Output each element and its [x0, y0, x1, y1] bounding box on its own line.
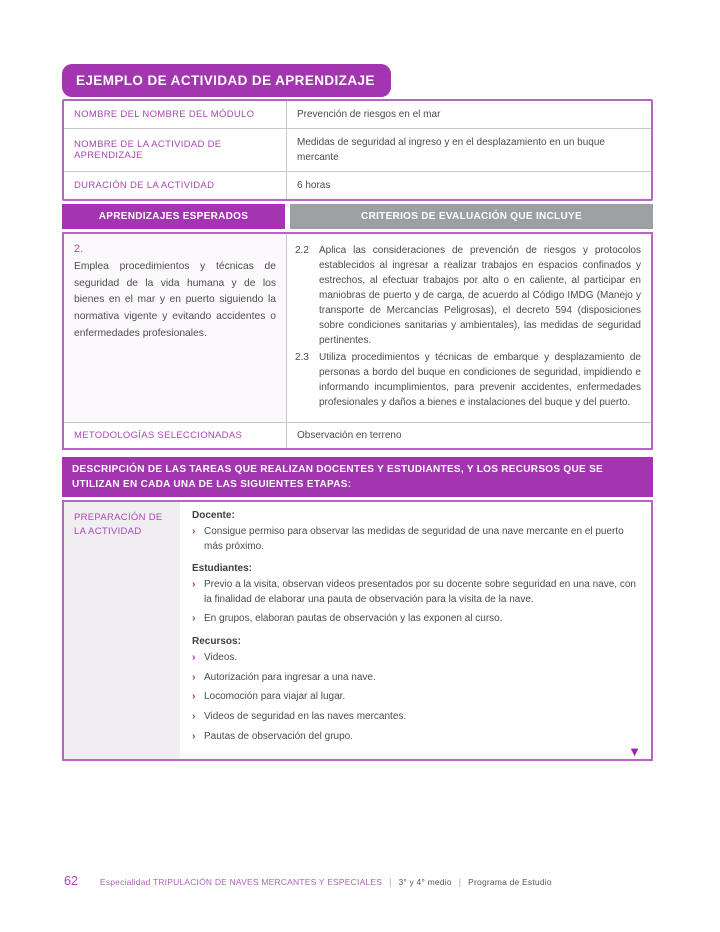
list-item: [192, 524, 637, 554]
chevron-bullet-icon: ›: [192, 650, 196, 663]
list-item: [192, 650, 637, 666]
criterion-text: Aplica las consideraciones de prevención de riesgos y protocolos establecidos al ingresar a realizar trabajos en espacios confinados y estrechos, al efectuar trabajos por alto o en caliente, al participar en maniobras de puerto y de carga, de acuerdo al Código IMDG (Manejo y transporte de Mercancías Peligrosas), el decreto 594 (disposiciones sobre condiciones sanitarias y ambientales), las medidas de seguridad pertinentes.: [319, 245, 641, 346]
list-item: [192, 670, 637, 686]
criterion-item: [295, 243, 641, 348]
chevron-bullet-icon: ›: [192, 578, 196, 590]
page-continues-arrow-icon: ▼: [628, 743, 641, 759]
list-item-text: Pautas de observación del grupo.: [204, 730, 353, 742]
list-item-text: En grupos, elaboran pautas de observación y las exponen al curso.: [204, 613, 503, 624]
expected-learning-header: APRENDIZAJES ESPERADOS: [62, 204, 285, 229]
objective-number: 2.: [74, 243, 84, 255]
activity-name-label: NOMBRE DE LA ACTIVIDAD DE APRENDIZAJE: [64, 129, 287, 171]
activity-name-value: Medidas de seguridad al ingreso y en el desplazamiento en un buque mercante: [297, 137, 605, 163]
page-number: 62: [64, 874, 78, 888]
chevron-bullet-icon: ›: [192, 612, 196, 624]
tasks-description-banner: DESCRIPCIÓN DE LAS TAREAS QUE REALIZAN DOCENTES Y ESTUDIANTES, Y LOS RECURSOS QUE SE UTILIZAN EN CADA UNA DE LAS SIGUIENTES ETAPAS:: [62, 457, 653, 497]
methodology-label: METODOLOGÍAS SELECCIONADAS: [64, 423, 287, 448]
resources-heading: Recursos:: [192, 635, 241, 647]
list-item-text: Autorización para ingresar a una nave.: [204, 671, 376, 683]
list-item-text: Videos.: [204, 651, 238, 663]
chevron-bullet-icon: ›: [192, 690, 196, 703]
chevron-bullet-icon: ›: [192, 710, 196, 722]
list-item-text: Locomoción para viajar al lugar.: [204, 691, 346, 703]
teacher-heading: Docente:: [192, 510, 235, 521]
methodology-row: [64, 422, 651, 448]
footer-grade-text: 3° y 4° medio: [398, 877, 452, 887]
list-item: [192, 709, 637, 725]
duration-label: DURACIÓN DE LA ACTIVIDAD: [64, 172, 287, 199]
page-footer: [64, 874, 552, 888]
evaluation-criteria-header: CRITERIOS DE EVALUACIÓN QUE INCLUYE: [290, 204, 653, 229]
activity-sheet: [62, 64, 653, 761]
criterion-number: 2.2: [295, 245, 309, 256]
criterion-number: 2.3: [295, 352, 309, 363]
table-row: [64, 171, 651, 199]
footer-specialty-text: Especialidad TRIPULACIÓN DE NAVES MERCANTES Y ESPECIALES: [99, 877, 383, 887]
duration-value: 6 horas: [297, 180, 331, 191]
footer-separator: |: [389, 877, 392, 887]
evaluation-criteria-cell: [287, 234, 651, 422]
activity-example-title-tab: EJEMPLO DE ACTIVIDAD DE APRENDIZAJE: [62, 64, 391, 97]
preparation-stage-label: PREPARACIÓN DE LA ACTIVIDAD: [64, 502, 180, 759]
table-row: [64, 101, 651, 128]
chevron-bullet-icon: ›: [192, 670, 196, 683]
footer-program-text: Programa de Estudio: [468, 877, 552, 887]
chevron-bullet-icon: ›: [192, 729, 196, 742]
criterion-text: Utiliza procedimientos y técnicas de embarque y desplazamiento de personas a bordo del buque en condiciones de seguridad, impidiendo e informando incumplimientos, para prevenir accidentes, enfermedades profesionales y daños a bienes e instalaciones del buque y del puerto.: [319, 352, 641, 408]
expected-learning-cell: [64, 234, 287, 422]
learning-column-headers: [62, 204, 653, 229]
methodology-value: Observación en terreno: [297, 430, 402, 441]
list-item-text: Videos de seguridad en las naves mercantes.: [204, 711, 407, 722]
chevron-bullet-icon: ›: [192, 525, 196, 537]
module-name-label: NOMBRE DEL NOMBRE DEL MÓDULO: [64, 101, 287, 128]
criterion-item: [295, 350, 641, 410]
list-item: [192, 729, 637, 745]
module-name-value: Prevención de riesgos en el mar: [297, 109, 441, 120]
students-heading: Estudiantes:: [192, 563, 253, 574]
list-item-text: Previo a la visita, observan videos presentados por su docente sobre seguridad en una nave, con la finalidad de elaborar una pauta de observación para la visita de la nave.: [204, 579, 636, 605]
footer-separator: |: [458, 877, 462, 887]
list-item: [192, 611, 637, 627]
learning-row: [64, 234, 651, 422]
learning-table: [62, 232, 653, 450]
preparation-content: [180, 502, 651, 759]
list-item: [192, 689, 637, 705]
module-info-table: [62, 99, 653, 201]
objective-text: Emplea procedimientos y técnicas de seguridad de la vida humana y de los bienes en el mar y en puerto siguiendo la normativa vigente y evitando accidentes o enfermedades profesionales.: [74, 261, 276, 339]
list-item-text: Consigue permiso para observar las medidas de seguridad de una nave mercante en el puerto más próximo.: [204, 526, 624, 552]
preparation-section: [62, 500, 653, 761]
list-item: [192, 577, 637, 607]
table-row: [64, 128, 651, 171]
